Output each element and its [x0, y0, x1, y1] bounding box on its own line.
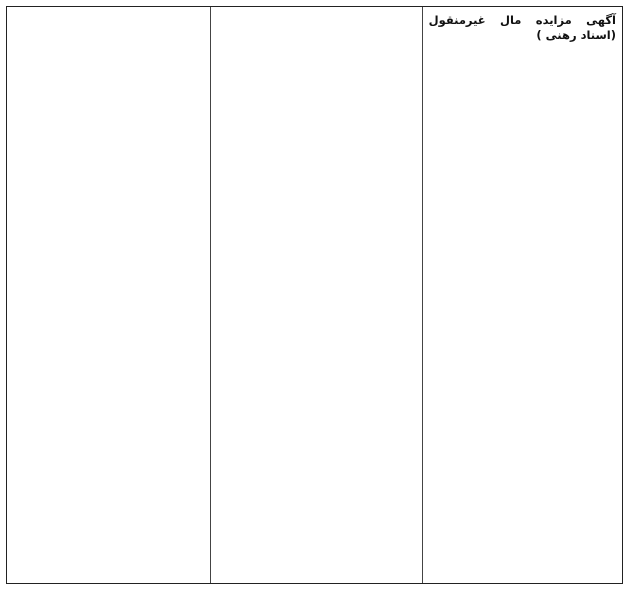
notice-heading: آگهی مزایده مال غیرمنقول (اسناد رهنی ) [428, 13, 616, 42]
notice-column-right [423, 7, 622, 583]
notice-column-middle [211, 7, 422, 583]
auction-notice [6, 6, 623, 584]
notice-columns [7, 7, 622, 583]
notice-column-left [7, 7, 211, 583]
